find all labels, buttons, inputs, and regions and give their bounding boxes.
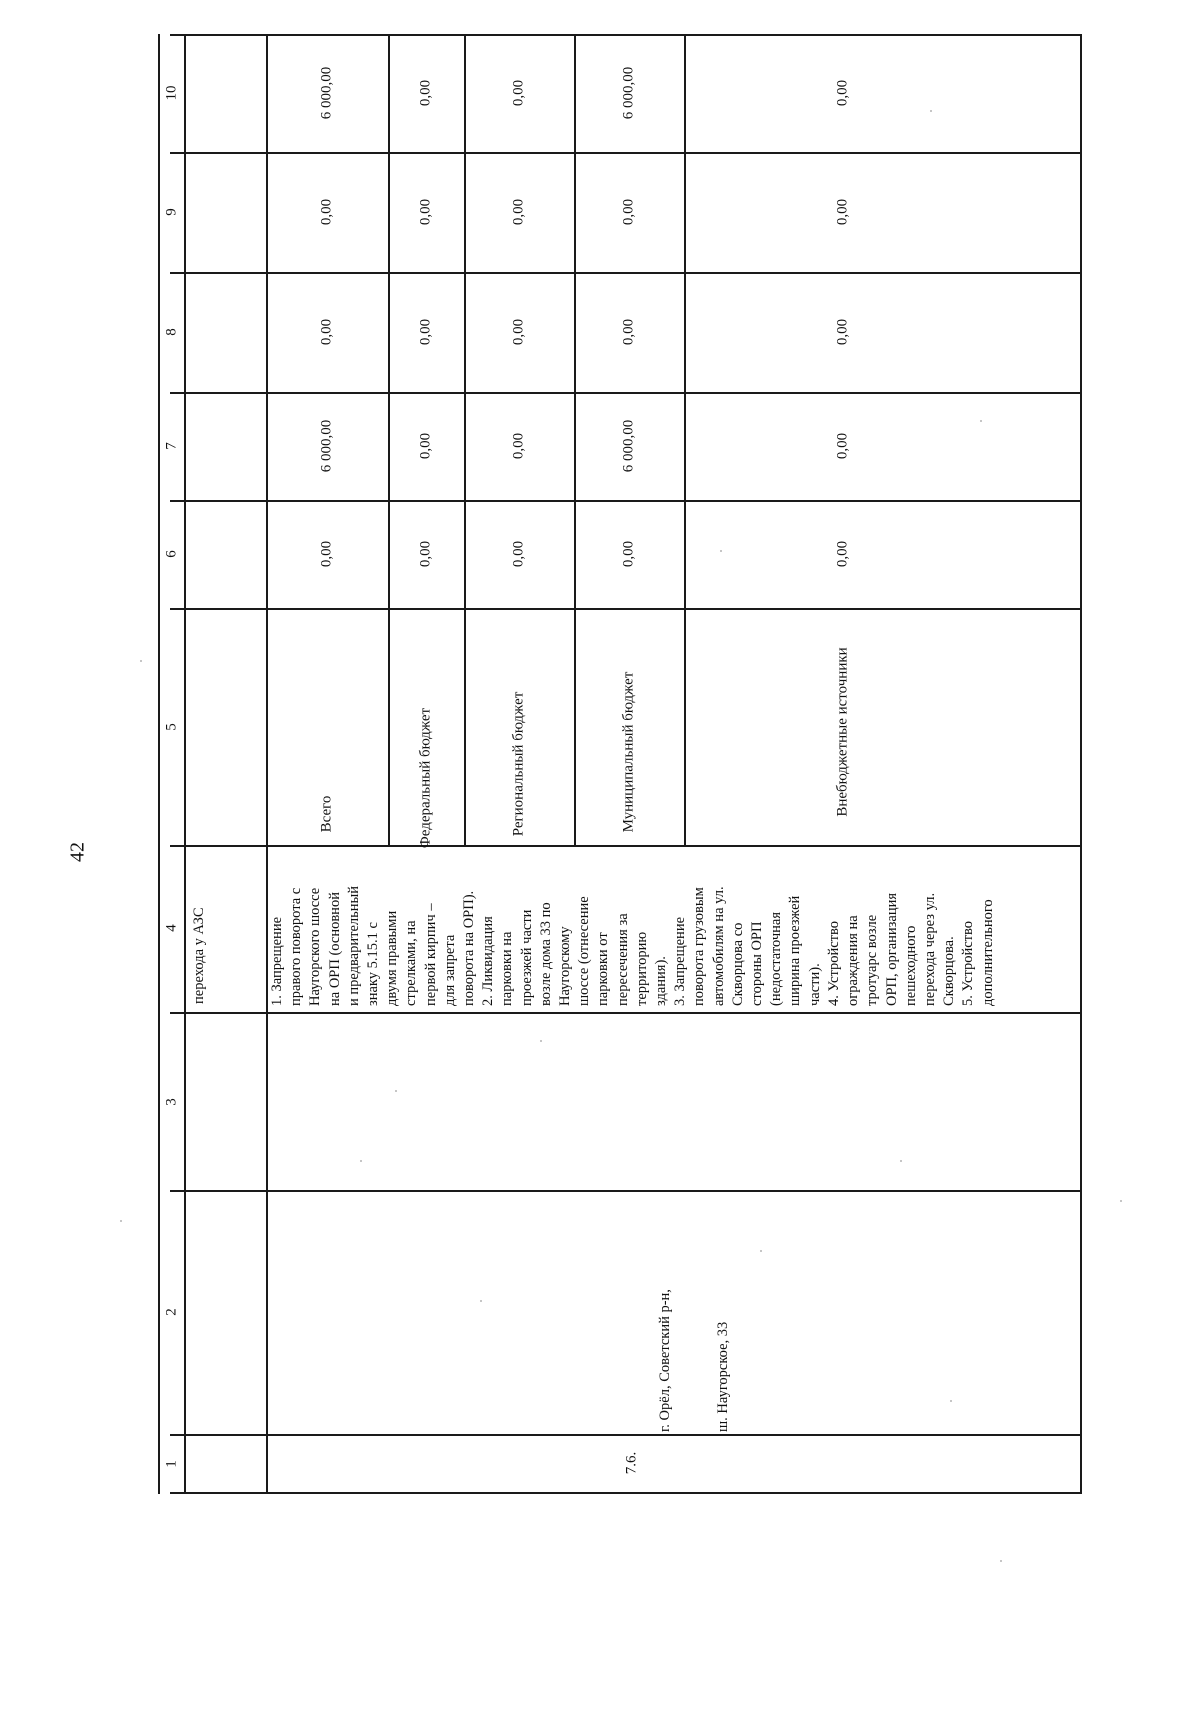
header-col-2: 2: [163, 1308, 180, 1316]
scan-speck: [950, 1400, 952, 1402]
page-number: 42: [66, 842, 89, 862]
measures-line: пешеходного: [902, 925, 919, 1006]
measures-line: 1. Запрещение: [269, 916, 285, 1006]
measures-line: и предварительный: [345, 885, 362, 1006]
value-cell: 0,00: [417, 198, 434, 226]
table-line: [684, 34, 686, 845]
scan-speck: [980, 420, 982, 422]
value-cell: 0,00: [834, 318, 851, 346]
measures-line: стрелками, на: [403, 920, 420, 1006]
measures-line: 3. Запрещение: [672, 916, 689, 1006]
header-col-3: 3: [163, 1098, 180, 1106]
value-cell: 0,00: [417, 318, 434, 346]
table-line: [388, 34, 390, 845]
measures-line: на ОРП (основной: [326, 892, 343, 1006]
measures-line: возле дома 33 по: [537, 902, 554, 1006]
table-line: [170, 1492, 1082, 1494]
value-cell: 0,00: [510, 198, 527, 226]
table-line: [170, 152, 1082, 154]
table-line: [574, 34, 576, 845]
table-line: [170, 272, 1082, 274]
value-cell: 0,00: [318, 318, 335, 346]
row-number: 7.6.: [623, 1451, 640, 1475]
measures-line: 2. Ликвидация: [480, 916, 497, 1006]
table-line: [170, 392, 1082, 394]
table-line: [170, 1012, 1082, 1014]
table-line: [170, 1190, 1082, 1192]
measures-line: ОРП, организация: [883, 892, 900, 1006]
value-cell: 0,00: [620, 318, 637, 346]
table-line: [464, 34, 466, 845]
value-cell: 6 000,00: [620, 419, 637, 473]
value-cell: 6 000,00: [318, 66, 335, 120]
value-cell: 0,00: [834, 432, 851, 460]
value-cell: 0,00: [510, 79, 527, 107]
measures-line: 4. Устройство: [825, 920, 842, 1006]
table-line: [1080, 34, 1082, 1494]
measures-line: стороны ОРП: [749, 921, 766, 1006]
measures-line: здания).: [653, 956, 670, 1006]
scan-speck: [760, 1250, 762, 1252]
value-cell: 0,00: [510, 432, 527, 460]
address-line: г. Орёл, Советский р-н,: [657, 1289, 674, 1432]
funding-source-federal: Федеральный бюджет: [417, 707, 434, 849]
scan-speck: [1120, 1200, 1122, 1202]
value-cell: 6 000,00: [620, 66, 637, 120]
measures-text: [268, 886, 998, 1006]
measures-line: поворота на ОРП).: [461, 890, 478, 1006]
scan-speck: [720, 550, 722, 552]
header-col-7: 7: [163, 442, 180, 450]
header-col-4: 4: [163, 924, 180, 932]
table-line: [170, 1434, 1082, 1436]
measures-line: перехода через ул.: [921, 892, 938, 1006]
value-cell: 0,00: [417, 540, 434, 568]
scan-speck: [360, 1160, 362, 1162]
value-cell: 0,00: [510, 318, 527, 346]
table-line: [170, 500, 1082, 502]
value-cell: 0,00: [620, 198, 637, 226]
measures-line: Скворцова.: [941, 936, 958, 1006]
measures-line: Скворцова со: [729, 922, 746, 1006]
measures-line: парковки на: [499, 931, 516, 1006]
measures-line: части).: [806, 963, 823, 1006]
measures-line: Наугорского шоссе: [307, 887, 324, 1006]
measures-line: парковки от: [595, 932, 612, 1006]
measures-line: Наугорскому: [557, 926, 574, 1006]
measures-line: пересечения за: [614, 913, 631, 1006]
funding-source-total: Всего: [318, 795, 335, 833]
scan-speck: [395, 1090, 397, 1092]
header-col-5: 5: [163, 723, 180, 731]
table-line: [170, 845, 1082, 847]
scan-speck: [900, 1160, 902, 1162]
measures-line: (недостаточная: [768, 911, 785, 1006]
value-cell: 0,00: [620, 540, 637, 568]
measures-line: дополнительного: [979, 899, 996, 1006]
header-col-8: 8: [163, 328, 180, 336]
table-line: [266, 34, 268, 1494]
measures-line: 5. Устройство: [960, 920, 977, 1006]
address-line: ш. Наугорское, 33: [715, 1321, 732, 1432]
table-line: [184, 34, 186, 1494]
table-line: [170, 34, 1082, 36]
value-cell: 0,00: [417, 79, 434, 107]
value-cell: 0,00: [834, 540, 851, 568]
measures-line: территорию: [633, 931, 650, 1006]
table-line: [158, 34, 160, 1494]
scan-speck: [930, 110, 932, 112]
address: [618, 1289, 752, 1432]
measures-line: тротуарс возле: [864, 914, 881, 1006]
measures-line: знаку 5.15.1 с: [365, 922, 382, 1006]
header-col-9: 9: [163, 208, 180, 216]
scan-speck: [140, 660, 142, 662]
measures-line: поворота грузовым: [691, 887, 708, 1006]
measures-line: двумя правыми: [384, 910, 401, 1006]
continuation-text: перехода у АЗС: [191, 907, 207, 1004]
value-cell: 0,00: [510, 540, 527, 568]
header-col-10: 10: [163, 85, 180, 101]
measures-line: первой кирпич –: [422, 903, 439, 1006]
measures-line: автомобилям на ул.: [710, 886, 727, 1006]
funding-source-regional: Региональный бюджет: [510, 691, 527, 837]
scan-speck: [540, 1040, 542, 1042]
measures-line: для запрета: [441, 934, 458, 1006]
table-line: [170, 608, 1082, 610]
value-cell: 0,00: [318, 198, 335, 226]
value-cell: 6 000,00: [318, 419, 335, 473]
header-col-6: 6: [163, 550, 180, 558]
measures-line: шоссе (отнесение: [576, 896, 593, 1006]
measures-line: проезжей части: [518, 909, 535, 1006]
measures-line: правого поворота с: [288, 887, 305, 1006]
value-cell: 0,00: [834, 198, 851, 226]
scan-speck: [120, 1220, 122, 1222]
value-cell: 0,00: [417, 432, 434, 460]
header-col-1: 1: [163, 1460, 180, 1468]
scan-speck: [1000, 1560, 1002, 1562]
measures-line: ширина проезжей: [787, 895, 804, 1006]
funding-source-extrabudget: Внебюджетные источники: [834, 647, 851, 817]
value-cell: 0,00: [834, 79, 851, 107]
measures-line: ограждения на: [845, 915, 862, 1006]
value-cell: 0,00: [318, 540, 335, 568]
scan-speck: [480, 1300, 482, 1302]
funding-source-municipal: Муниципальный бюджет: [620, 671, 637, 833]
